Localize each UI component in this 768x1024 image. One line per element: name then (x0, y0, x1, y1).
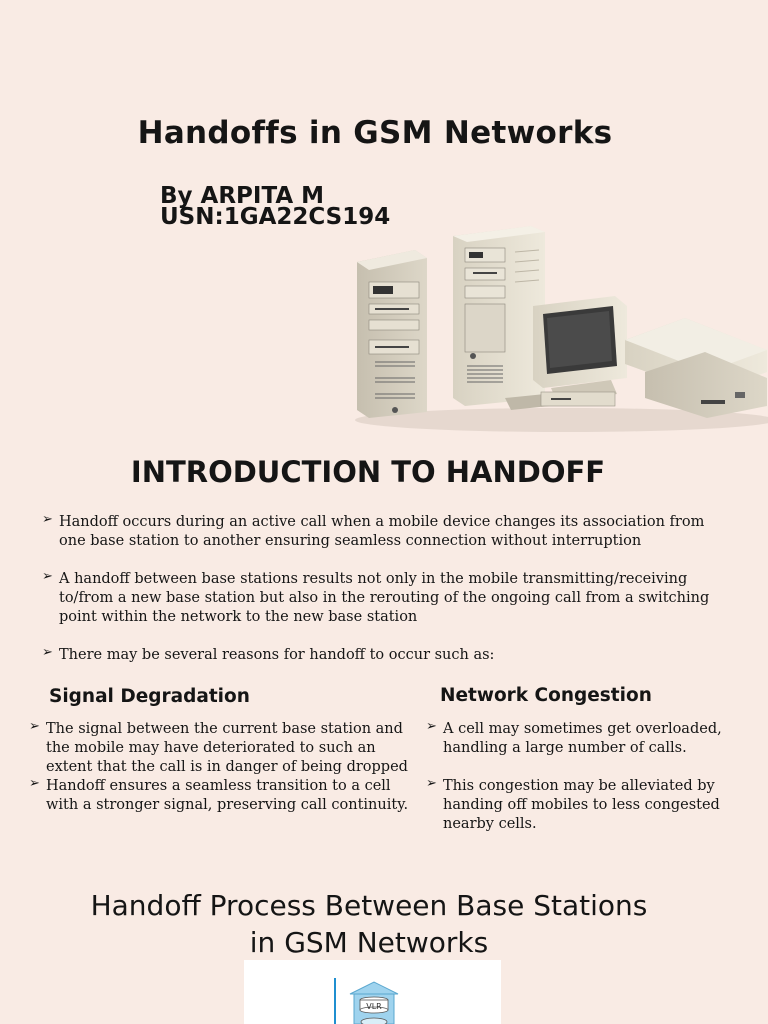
author-usn: USN:1GA22CS194 (160, 204, 391, 230)
list-item-text: The signal between the current base station and the mobile may have deteriorated to such an extent that the call is in danger of being dropped (46, 721, 408, 775)
list-item-text: This congestion may be alleviated by handing off mobiles to less congested nearby cells. (443, 778, 720, 832)
list-item (29, 719, 416, 777)
diagram-vlr-label: VLR (366, 1002, 382, 1011)
list-item (42, 512, 724, 551)
list-item (426, 719, 765, 758)
arrow-bullet-icon: ➢ (42, 512, 53, 527)
process-title-line-2: in GSM Networks (249, 926, 489, 959)
intro-list (42, 512, 724, 684)
arrow-bullet-icon: ➢ (29, 776, 40, 791)
process-title-line-1: Handoff Process Between Base Stations (90, 889, 648, 922)
list-item-text: There may be several reasons for handoff to occur such as: (59, 647, 495, 663)
process-title (0, 887, 738, 961)
arrow-bullet-icon: ➢ (426, 719, 437, 734)
vlr-diagram-icon (244, 960, 501, 1024)
list-item-text: A cell may sometimes get overloaded, handling a large number of calls. (443, 721, 722, 756)
list-item-text: A handoff between base stations results not only in the mobile transmitting/receiving to/from a new base station but also in the rerouting of the ongoing call from a switching point within the network to the new base station (59, 571, 710, 625)
signal-degradation-list (29, 719, 416, 815)
network-congestion-heading: Network Congestion (440, 685, 652, 706)
list-item (426, 776, 765, 834)
vintage-computers-icon (355, 222, 768, 432)
list-item (42, 645, 724, 665)
list-item-text: Handoff ensures a seamless transition to a cell with a stronger signal, preserving call continuity. (46, 778, 409, 813)
list-item-text: Handoff occurs during an active call when a mobile device changes its association from one base station to another ensuring seamless connection without interruption (59, 514, 705, 549)
list-item (29, 776, 416, 815)
arrow-bullet-icon: ➢ (426, 776, 437, 791)
arrow-bullet-icon: ➢ (42, 645, 53, 660)
intro-heading: INTRODUCTION TO HANDOFF (130, 455, 606, 489)
arrow-bullet-icon: ➢ (29, 719, 40, 734)
author-name: By ARPITA M (160, 183, 325, 209)
network-congestion-list (426, 719, 765, 853)
signal-degradation-heading: Signal Degradation (49, 686, 250, 707)
list-item (42, 569, 724, 627)
page-title: Handoffs in GSM Networks (137, 115, 613, 151)
arrow-bullet-icon: ➢ (42, 569, 53, 584)
